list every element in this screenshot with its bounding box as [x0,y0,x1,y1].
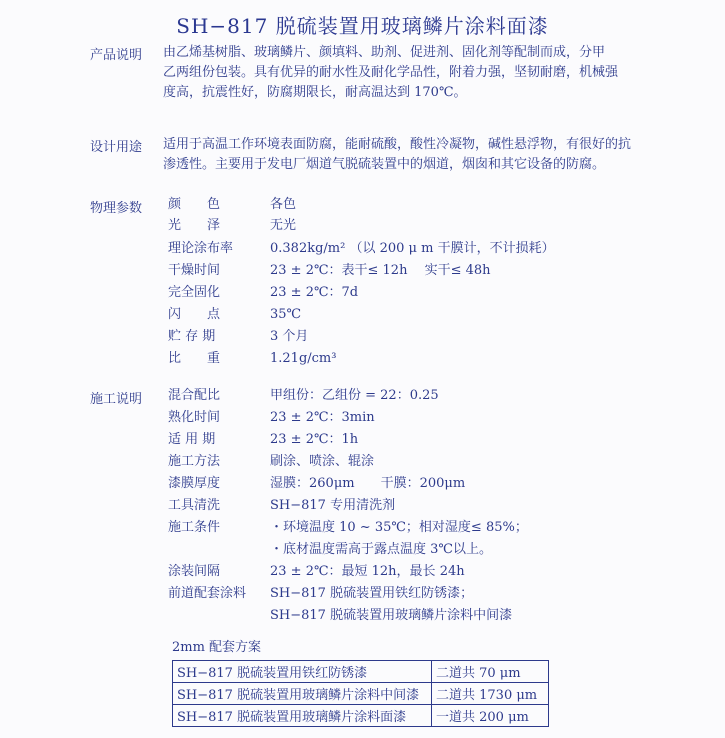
param-key: 比 重 [168,351,221,366]
table-row [173,683,549,705]
param-key: 颜 色 [168,197,221,212]
section-label-usage: 设计用途 [90,140,143,155]
scheme-product-cell: SH−817 脱硫装置用铁红防锈漆 [173,661,432,683]
param-key: 适 用 期 [168,432,216,447]
param-key: 光 泽 [168,218,221,233]
scheme-spec-cell: 一道共 200 μm [432,705,549,727]
param-key: 贮 存 期 [168,329,216,344]
usage-line: 渗透性。主要用于发电厂烟道气脱硫装置中的烟道，烟囱和其它设备的防腐。 [163,157,606,172]
param-key: 施工方法 [168,454,221,469]
scheme-product-cell: SH−817 脱硫装置用玻璃鳞片涂料面漆 [173,705,432,727]
scheme-title: 2mm 配套方案 [172,640,262,655]
scheme-product-cell: SH−817 脱硫装置用玻璃鳞片涂料中间漆 [173,683,432,705]
param-value: SH−817 专用清洗剂 [270,498,396,513]
param-value: SH−817 脱硫装置用玻璃鳞片涂料中间漆 [270,608,513,623]
param-key: 工具清洗 [168,498,221,513]
page-title: SH−817 脱硫装置用玻璃鳞片涂料面漆 [176,14,549,38]
param-value: 甲组份：乙组份 = 22：0.25 [270,388,439,403]
param-value: 23 ± 2℃：7d [270,285,359,300]
section-label-physical: 物理参数 [90,201,143,216]
param-key: 理论涂布率 [168,241,234,256]
param-value: 23 ± 2℃：3min [270,410,375,425]
param-key: 前道配套涂料 [168,586,247,601]
param-value: 湿膜：260μm 干膜：200μm [270,476,466,491]
param-value: ・底材温度需高于露点温度 3℃以上。 [270,542,492,557]
scheme-spec-cell: 二道共 1730 μm [432,683,549,705]
param-key: 干燥时间 [168,263,221,278]
param-key: 混合配比 [168,388,221,403]
param-key: 施工条件 [168,520,221,535]
param-key: 涂装间隔 [168,564,221,579]
param-value: 3 个月 [270,329,309,344]
section-label-product: 产品说明 [90,48,143,63]
param-value: 23 ± 2℃：1h [270,432,359,447]
param-value: SH−817 脱硫装置用铁红防锈漆； [270,586,474,601]
param-value: 35℃ [270,307,302,322]
param-value: 23 ± 2℃：表干≤ 12h 实干≤ 48h [270,263,491,278]
param-value: 23 ± 2℃：最短 12h，最长 24h [270,564,465,579]
param-key: 完全固化 [168,285,221,300]
param-value: 0.382kg/m² （以 200 μ m 干膜计，不计损耗） [270,241,555,256]
section-label-application: 施工说明 [90,392,143,407]
param-value: 刷涂、喷涂、辊涂 [270,454,375,469]
table-row [173,705,549,727]
param-value: ・环境温度 10 ~ 35℃；相对湿度≤ 85%； [270,520,528,535]
product-line: 由乙烯基树脂、玻璃鳞片、颜填料、助剂、促进剂、固化剂等配制而成，分甲 [163,45,606,60]
product-description [163,43,703,103]
param-key: 闪 点 [168,307,221,322]
scheme-spec-cell: 二道共 70 μm [432,661,549,683]
param-key: 漆膜厚度 [168,476,221,491]
table-row [173,661,549,683]
scheme-table [172,660,549,727]
param-value: 无光 [270,218,297,233]
param-value: 1.21g/cm³ [270,351,337,366]
usage-description [163,135,703,175]
param-value: 各色 [270,197,297,212]
param-key: 熟化时间 [168,410,221,425]
product-line: 度高，抗震性好，防腐期限长，耐高温达到 170℃。 [163,85,467,100]
usage-line: 适用于高温工作环境表面防腐，能耐硫酸，酸性冷凝物，碱性悬浮物，有很好的抗 [163,137,632,152]
product-line: 乙两组份包装。具有优异的耐水性及耐化学品性，附着力强，坚韧耐磨，机械强 [163,65,619,80]
